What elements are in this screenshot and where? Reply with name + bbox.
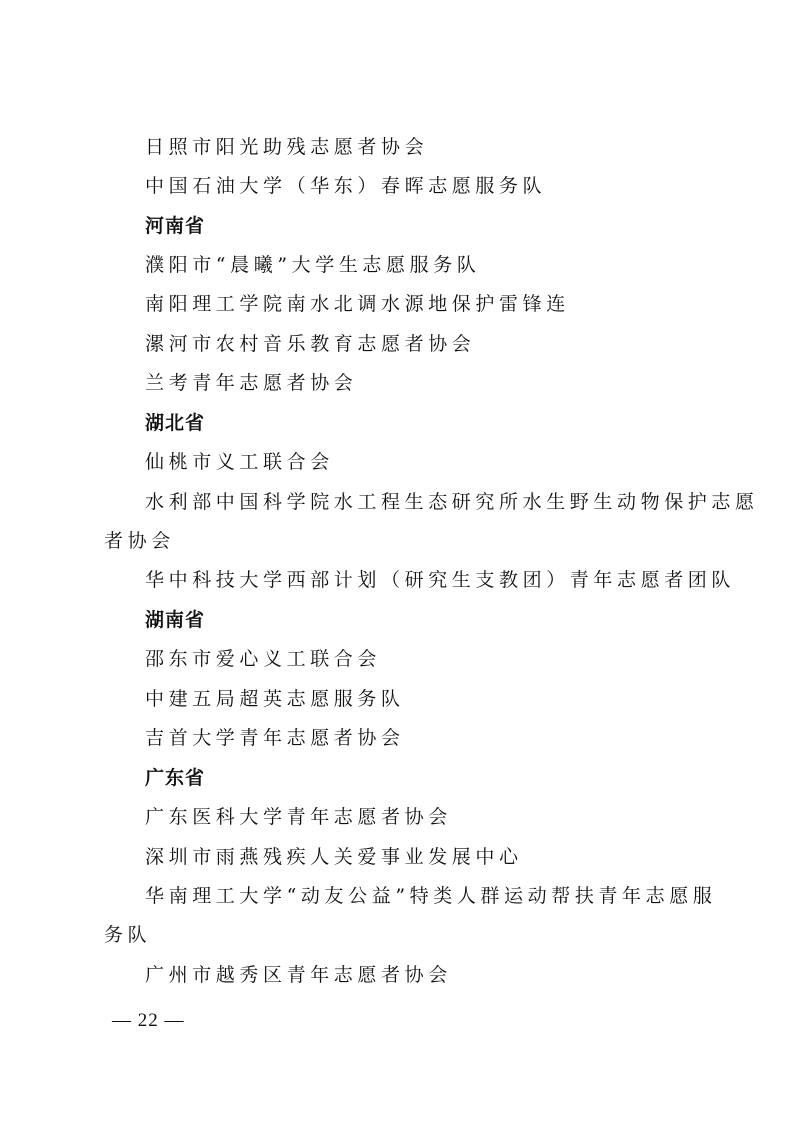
org-line: 吉首大学青年志愿者协会 (145, 727, 405, 749)
org-line: 水利部中国科学院水工程生态研究所水生野生动物保护志愿 (145, 491, 759, 513)
org-line: 漯河市农村音乐教育志愿者协会 (145, 333, 476, 355)
org-line: 日照市阳光助残志愿者协会 (145, 136, 429, 158)
page-number: — 22 — (112, 1010, 185, 1031)
org-line: 深圳市雨燕残疾人关爱事业发展中心 (145, 846, 523, 868)
org-line: 中国石油大学（华东）春晖志愿服务队 (145, 175, 547, 197)
org-line: 广东医科大学青年志愿者协会 (145, 806, 452, 828)
org-line: 兰考青年志愿者协会 (145, 372, 358, 394)
org-line: 南阳理工学院南水北调水源地保护雷锋连 (145, 293, 570, 315)
org-line-continuation: 者协会 (104, 530, 175, 552)
org-line: 华南理工大学“动友公益”特类人群运动帮扶青年志愿服 (145, 885, 717, 907)
province-heading-hubei: 湖北省 (145, 412, 206, 434)
org-line: 邵东市爱心义工联合会 (145, 648, 382, 670)
org-line: 濮阳市“晨曦”大学生志愿服务队 (145, 254, 481, 276)
province-heading-guangdong: 广东省 (145, 767, 206, 789)
province-heading-hunan: 湖南省 (145, 609, 206, 631)
org-line: 华中科技大学西部计划（研究生支教团）青年志愿者团队 (145, 569, 736, 591)
org-line: 中建五局超英志愿服务队 (145, 688, 405, 710)
org-line: 仙桃市义工联合会 (145, 451, 334, 473)
org-line: 广州市越秀区青年志愿者协会 (145, 964, 452, 986)
province-heading-henan: 河南省 (145, 215, 206, 237)
org-line-continuation: 务队 (104, 924, 152, 946)
